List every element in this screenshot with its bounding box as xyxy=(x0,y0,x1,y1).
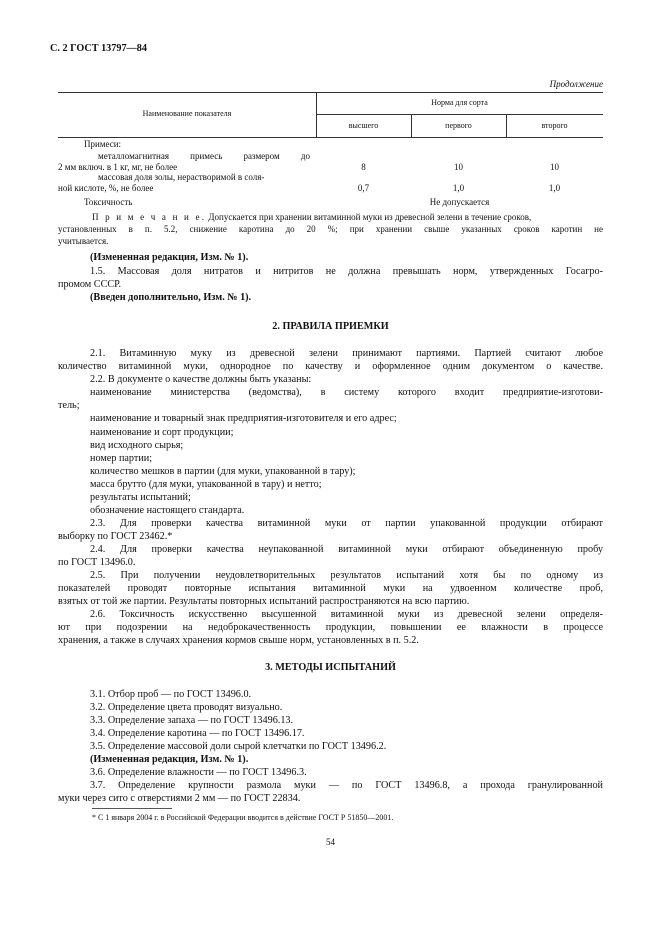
continuation-label: Продолжение xyxy=(549,79,603,89)
p2-2: 2.2. В документе о качестве должны быть указаны: xyxy=(90,374,312,385)
page-number: 54 xyxy=(326,837,335,847)
col-header-norm: Норма для сорта xyxy=(431,98,488,107)
row2-value-top: 0,7 xyxy=(357,183,370,193)
p2-2-item9: обозначение настоящего стандарта. xyxy=(90,505,245,516)
row2-name-line1: массовая доля золы, нерастворимой в соля- xyxy=(98,172,265,182)
p1-5-line1: 1.5. Массовая доля нитратов и нитритов не должна превышать норм, утвержденных Госагро- xyxy=(90,266,603,277)
table-mid-border xyxy=(316,114,603,115)
row2-name-line2: ной кислоте, %, не более xyxy=(58,183,154,193)
page-header: С. 2 ГОСТ 13797—84 xyxy=(50,43,147,54)
p3-6: 3.6. Определение влажности — по ГОСТ 13496.3. xyxy=(90,767,307,778)
p2-4-line1: 2.4. Для проверки качества неупакованной витаминной муки отбирают объединенную пробу xyxy=(90,544,603,555)
p2-3-line1: 2.3. Для проверки качества витаминной муки от партии упакованной продукции отбирают xyxy=(90,518,603,529)
p2-1-line1: 2.1. Витаминную муку из древесной зелени принимают партиями. Партией считают любое xyxy=(90,348,603,359)
note-line3: учитывается. xyxy=(58,236,109,246)
p2-2-item7: масса брутто (для муки, упакованной в тару) и нетто; xyxy=(90,479,322,490)
col-header-name: Наименование показателя xyxy=(142,109,232,118)
row3-name: Токсичность xyxy=(84,197,133,207)
p2-4-line2: по ГОСТ 13496.0. xyxy=(58,557,136,568)
p3-7-line2: муки через сито с отверстиями 2 мм — по ГОСТ 22834. xyxy=(58,793,301,804)
p2-5-line1: 2.5. При получении неудовлетворительных результатов испытаний хотя бы по одному из xyxy=(90,570,603,581)
p2-2-item4: вид исходного сырья; xyxy=(90,440,184,451)
p2-2-item1-line1: наименование министерства (ведомства), в систему которого входит предприятие-изготови- xyxy=(90,387,603,398)
p2-6-line1: 2.6. Токсичность искусственно высушенной витаминной муки из древесной зелени определя- xyxy=(90,609,603,620)
col-header-grade-first: первого xyxy=(445,121,472,130)
p3-7-line1: 3.7. Определение крупности размола муки — по ГОСТ 13496.8, а прохода гранулированной xyxy=(90,780,603,791)
p2-3-line2: выборку по ГОСТ 23462.* xyxy=(58,531,173,542)
row1-name-line1: металломагнитная примесь размером до xyxy=(98,151,310,161)
note-line1 xyxy=(92,213,531,222)
edit-note-1: (Измененная редакция, Изм. № 1). xyxy=(90,252,249,263)
added-note-1: (Введен дополнительно, Изм. № 1). xyxy=(90,292,252,303)
section2-title: 2. ПРАВИЛА ПРИЕМКИ xyxy=(272,321,389,332)
row1-value-top: 8 xyxy=(361,162,366,172)
p2-1-line2: количество витаминной муки, однородное по качеству и оформленное одним документом о качестве. xyxy=(58,361,603,372)
p2-2-item6: количество мешков в партии (для муки, упакованной в тару); xyxy=(90,466,356,477)
note-label: П р и м е ч а н и е. xyxy=(92,212,207,222)
p2-2-item2: наименование и товарный знак предприятия-изготовителя и его адрес; xyxy=(90,413,397,424)
p3-5: 3.5. Определение массовой доли сырой клетчатки по ГОСТ 13496.2. xyxy=(90,741,387,752)
row2-value-first: 1,0 xyxy=(452,183,465,193)
p2-6-line2: ют при подозрении на недоброкачественность продукции, повышении ее влажности в процессе xyxy=(58,622,603,633)
p2-6-line3: хранения, а также в случаях хранения кормов свыше норм, установленных в п. 5.2. xyxy=(58,635,419,646)
footnote: * С 1 января 2004 г. в Российской Федерации вводится в действие ГОСТ Р 51850—2001. xyxy=(92,813,394,822)
p2-2-item3: наименование и сорт продукции; xyxy=(90,427,234,438)
col-header-grade-top: высшего xyxy=(348,121,379,130)
row-impurities-label: Примеси: xyxy=(84,139,122,149)
p2-2-item8: результаты испытаний; xyxy=(90,492,191,503)
p2-5-line2: показателей проводят повторные испытания витаминной муки на удвоенном количестве проб, xyxy=(58,583,603,594)
table-top-border xyxy=(58,92,603,93)
p1-5-line2: промом СССР. xyxy=(58,279,122,290)
row2-value-second: 1,0 xyxy=(548,183,561,193)
p3-3: 3.3. Определение запаха — по ГОСТ 13496.13. xyxy=(90,715,294,726)
p2-5-line3: взятых от той же партии. Результаты повторных испытаний распространяются на всю партию. xyxy=(58,596,470,607)
p3-4: 3.4. Определение каротина — по ГОСТ 13496.17. xyxy=(90,728,305,739)
p3-1: 3.1. Отбор проб — по ГОСТ 13496.0. xyxy=(90,689,252,700)
table-header-bottom-border xyxy=(58,137,603,138)
note-text-1: Допускается при хранении витаминной муки из древесной зелени в течение сроков, xyxy=(208,212,532,222)
p3-2: 3.2. Определение цвета проводят визуально. xyxy=(90,702,283,713)
row1-value-second: 10 xyxy=(550,162,559,172)
section3-title: 3. МЕТОДЫ ИСПЫТАНИЙ xyxy=(265,662,396,673)
row1-name-line2: 2 мм включ. в 1 кг, мг, не более xyxy=(58,162,178,172)
note-line2: установленных в п. 5.2, снижение каротина до 20 %; при хранении свыше указанных сроков каротин не xyxy=(58,224,603,234)
edit-note-2: (Измененная редакция, Изм. № 1). xyxy=(90,754,249,765)
p2-2-item1-line2: тель; xyxy=(58,400,80,411)
p2-2-item5: номер партии; xyxy=(90,453,153,464)
footnote-rule xyxy=(92,808,172,809)
row3-value: Не допускается xyxy=(429,197,490,207)
row1-value-first: 10 xyxy=(454,162,463,172)
col-header-grade-second: второго xyxy=(541,121,568,130)
